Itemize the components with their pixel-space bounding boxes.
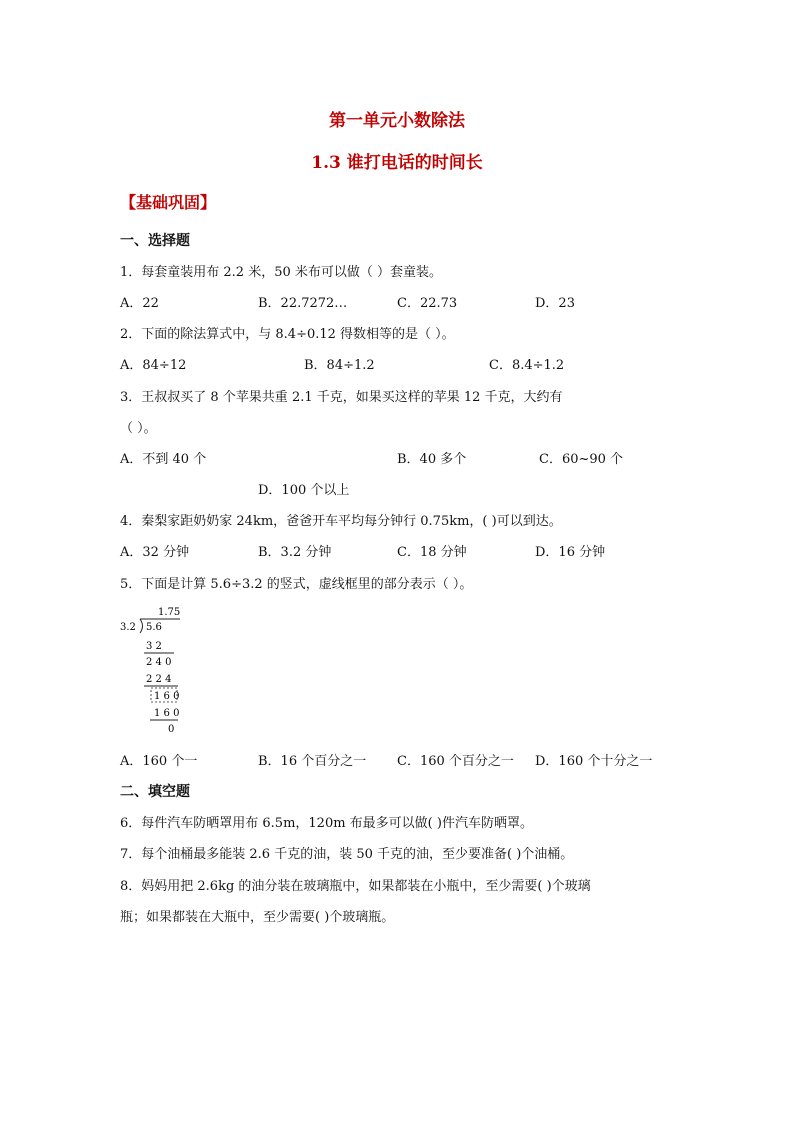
part2-heading: 二、填空题 [120, 784, 190, 800]
q4-option-d: D．16 分钟 [535, 545, 606, 560]
document-title: 第一单元小数除法 [329, 111, 465, 131]
q3-option-b: B．40 多个 [397, 452, 467, 467]
question-4: 4．秦梨家距奶奶家 24km，爸爸开车平均每分钟行 0.75km，( )可以到达。 [120, 514, 562, 529]
part1-heading: 一、选择题 [120, 233, 190, 249]
division-quotient: 1.75 [158, 607, 181, 618]
q4-option-c: C．18 分钟 [397, 545, 467, 560]
question-3-blank: （ ）。 [120, 421, 157, 436]
division-dividend: 5.6 [146, 622, 162, 633]
q2-option-a: A．84÷12 [120, 358, 187, 373]
q5-option-d: D．160 个十分之一 [535, 754, 653, 769]
q1-option-b: B．22.7272… [258, 296, 348, 311]
q3-option-d: D．100 个以上 [258, 483, 350, 498]
question-1: 1．每套童装用布 2.2 米，50 米布可以做（ ）套童装。 [120, 265, 443, 280]
question-7: 7．每个油桶最多能装 2.6 千克的油，装 50 千克的油，至少要准备( )个油桶。 [120, 847, 574, 862]
division-row: 2 4 0 [146, 657, 172, 668]
question-5: 5．下面是计算 5.6÷3.2 的竖式，虚线框里的部分表示（ ）。 [120, 577, 473, 592]
q1-option-c: C．22.73 [397, 296, 458, 311]
q4-option-b: B．3.2 分钟 [258, 545, 332, 560]
q5-option-b: B．16 个百分之一 [258, 754, 367, 769]
question-8-line-2: 瓶；如果都装在大瓶中，至少需要( )个玻璃瓶。 [120, 910, 395, 925]
q1-option-a: A．22 [120, 296, 159, 311]
division-divisor: 3.2 [120, 622, 136, 633]
division-row: 2 2 4 [146, 674, 172, 685]
division-row: 3 2 [146, 641, 162, 652]
question-8-line-1: 8．妈妈用把 2.6kg 的油分装在玻璃瓶中，如果都装在小瓶中，至少需要( )个玻璃 [120, 879, 591, 894]
q1-option-d: D．23 [535, 296, 575, 311]
division-row: 1 6 0 [154, 708, 180, 719]
division-row: 1 6 0 [154, 691, 180, 702]
q5-option-c: C．160 个百分之一 [397, 754, 514, 769]
question-3: 3．王叔叔买了 8 个苹果共重 2.1 千克，如果买这样的苹果 12 千克，大约有 [120, 390, 563, 405]
question-6: 6．每件汽车防晒罩用布 6.5m，120m 布最多可以做( )件汽车防晒罩。 [120, 816, 533, 831]
lesson-subtitle: 1.3 谁打电话的时间长 [311, 153, 483, 173]
q2-option-c: C．8.4÷1.2 [489, 358, 565, 373]
division-row: 0 [168, 724, 175, 735]
long-division-figure [118, 602, 198, 738]
q3-option-c: C．60~90 个 [539, 452, 624, 467]
section-label: 【基础巩固】 [120, 193, 217, 212]
q4-option-a: A．32 分钟 [120, 545, 190, 560]
q3-option-a: A．不到 40 个 [120, 452, 207, 467]
q5-option-a: A．160 个一 [120, 754, 198, 769]
q2-option-b: B．84÷1.2 [304, 358, 375, 373]
question-2: 2．下面的除法算式中，与 8.4÷0.12 得数相等的是（ ）。 [120, 327, 455, 342]
